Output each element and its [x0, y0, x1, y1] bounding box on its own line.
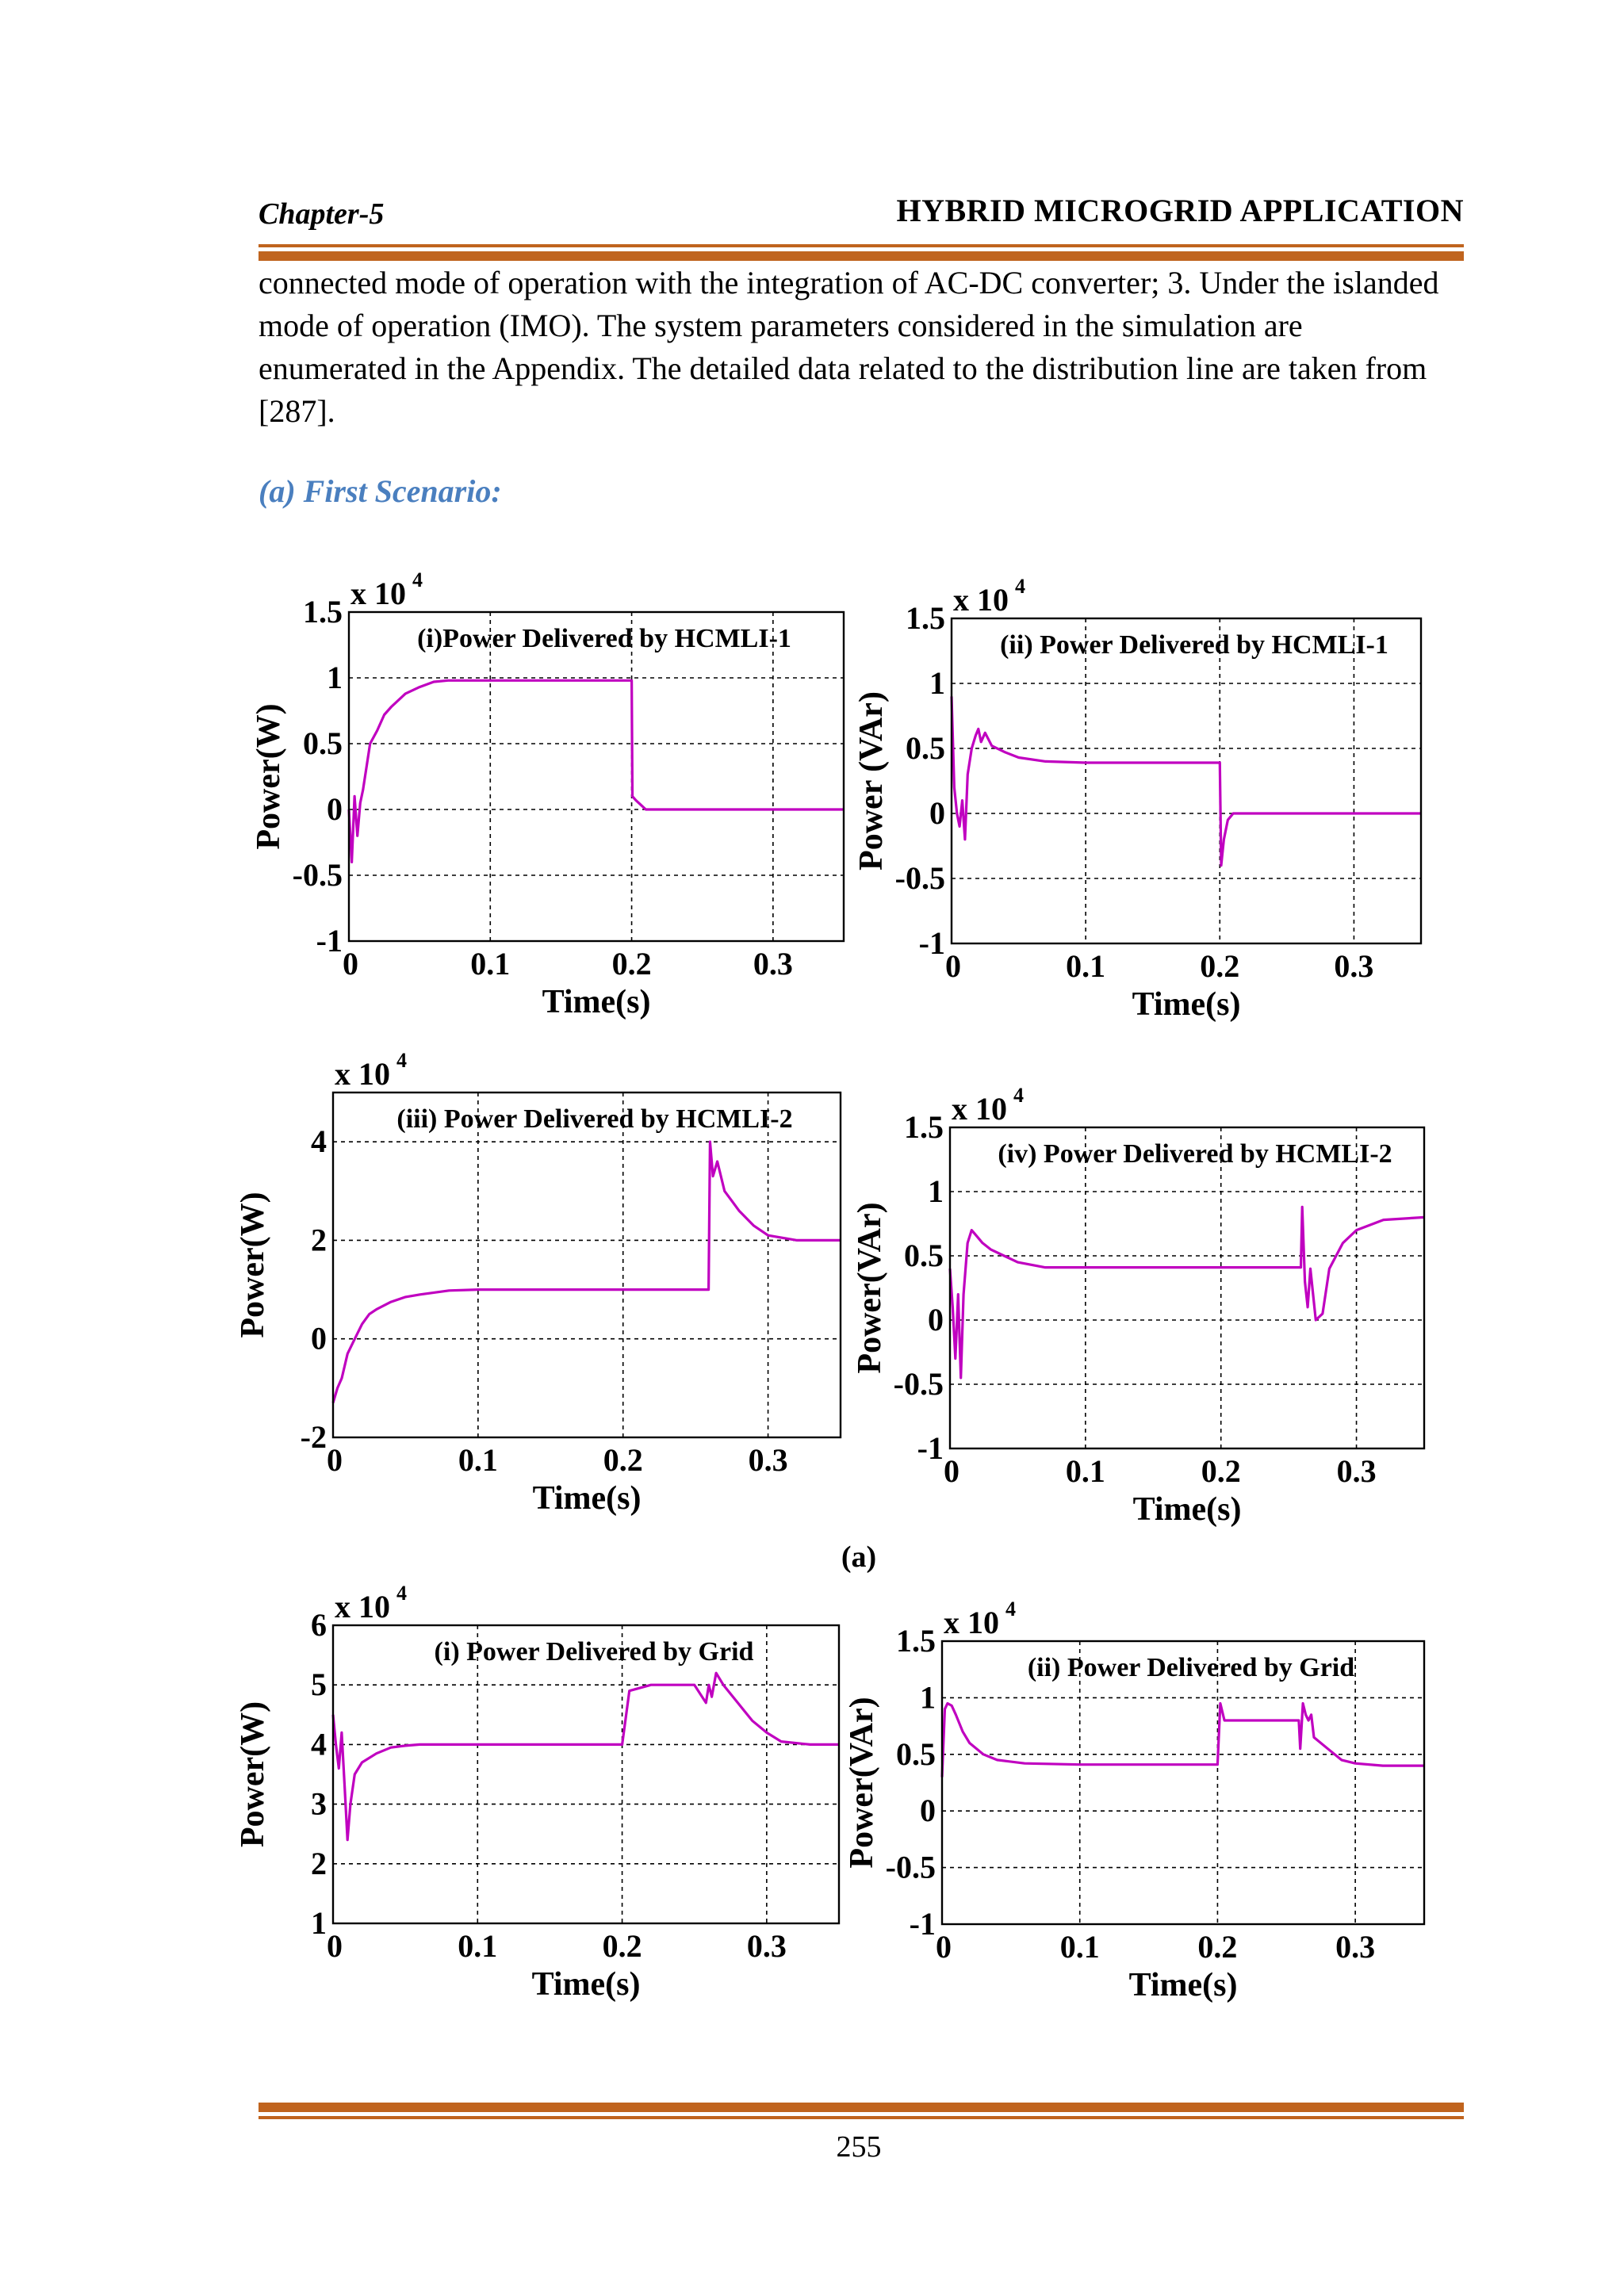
data-series-line — [349, 680, 844, 862]
y-tick-label: 1 — [929, 665, 945, 701]
y-tick-label: 1 — [327, 660, 343, 695]
chapter-label: Chapter-5 — [259, 197, 385, 231]
footer-rule — [259, 2103, 1464, 2119]
axis-multiplier-exponent: 4 — [396, 1582, 407, 1605]
paragraph-line: enumerated in the Appendix. The detailed data related to the distribution line are taken from — [259, 350, 1427, 386]
x-tick-label: 0.1 — [1059, 1929, 1100, 1965]
y-tick-label: -0.5 — [894, 860, 945, 896]
x-tick-label: 0.3 — [1336, 1453, 1377, 1489]
y-tick-label: 1 — [311, 1905, 327, 1941]
plot-frame — [950, 1127, 1424, 1448]
y-tick-label: 1 — [928, 1173, 944, 1209]
y-tick-label: 5 — [311, 1667, 327, 1703]
y-tick-label: 0 — [327, 791, 343, 827]
chart-hcmli2-active-power — [235, 1031, 872, 1554]
x-tick-label: 0.1 — [458, 1442, 498, 1478]
x-tick-label: 0.1 — [1066, 948, 1106, 984]
data-series-line — [333, 1142, 841, 1402]
y-tick-label: -1 — [918, 925, 945, 961]
x-tick-label: 0.1 — [1065, 1453, 1105, 1489]
chart-title: (ii) Power Delivered by Grid — [1027, 1653, 1355, 1682]
x-tick-label: 0.3 — [748, 1442, 788, 1478]
chart-title: (i)Power Delivered by HCMLI-1 — [417, 624, 791, 653]
x-tick-label: 0.1 — [458, 1928, 498, 1964]
chart-hcmli1-reactive-power — [853, 555, 1475, 1031]
x-tick-label: 0.3 — [1335, 1929, 1376, 1965]
x-axis-label: Time(s) — [542, 984, 651, 1020]
y-tick-label: -1 — [917, 1430, 944, 1466]
axis-multiplier-exponent: 4 — [396, 1049, 407, 1072]
plot-frame — [349, 612, 844, 941]
y-tick-label: 0 — [928, 1302, 944, 1337]
y-tick-label: 1.5 — [303, 594, 343, 629]
chart-grid-active-power — [235, 1578, 872, 2022]
x-axis-label: Time(s) — [531, 1966, 641, 2003]
axis-multiplier: x 10 — [335, 1056, 390, 1092]
data-series-line — [333, 1673, 839, 1840]
data-series-line — [942, 1704, 1424, 1777]
x-axis-label: Time(s) — [1132, 986, 1241, 1023]
x-tick-label: 0 — [343, 946, 358, 982]
y-tick-label: -0.5 — [292, 857, 343, 893]
x-tick-label: 0 — [944, 1453, 959, 1489]
chart-title: (iii) Power Delivered by HCMLI-2 — [396, 1104, 793, 1134]
y-tick-label: -0.5 — [885, 1849, 936, 1885]
axis-multiplier: x 10 — [350, 576, 406, 611]
y-tick-label: 1.5 — [904, 1109, 944, 1145]
paragraph-line: mode of operation (IMO). The system parameters considered in the simulation are — [259, 308, 1303, 343]
chapter-title: HYBRID MICROGRID APPLICATION — [896, 193, 1464, 228]
y-axis-label: Power(VAr) — [844, 1697, 880, 1869]
y-axis-label: Power(W) — [251, 703, 287, 850]
x-tick-label: 0.2 — [1200, 948, 1240, 984]
x-tick-label: 0.2 — [602, 1928, 642, 1964]
x-tick-label: 0.3 — [746, 1928, 787, 1964]
axis-multiplier-exponent: 4 — [1013, 1084, 1024, 1107]
axis-multiplier: x 10 — [952, 1091, 1007, 1127]
y-tick-label: 1.5 — [906, 600, 945, 636]
y-axis-label: Power (VAr) — [853, 691, 890, 871]
axis-multiplier: x 10 — [953, 582, 1009, 618]
y-tick-label: 0.5 — [906, 730, 945, 766]
y-tick-label: 4 — [311, 1123, 327, 1160]
x-axis-label: Time(s) — [532, 1480, 642, 1517]
x-tick-label: 0 — [945, 948, 961, 984]
x-tick-label: 0.2 — [1201, 1453, 1241, 1489]
chart-hcmli1-active-power — [251, 555, 872, 1031]
plot-frame — [952, 618, 1421, 943]
chart-title: (i) Power Delivered by Grid — [434, 1637, 754, 1667]
y-tick-label: -1 — [316, 923, 343, 959]
y-tick-label: 0.5 — [303, 725, 343, 761]
y-tick-label: 0 — [311, 1320, 327, 1357]
plot-frame — [333, 1625, 839, 1923]
x-tick-label: 0 — [327, 1928, 343, 1964]
y-axis-label: Power(VAr) — [852, 1202, 888, 1374]
y-tick-label: 0.5 — [904, 1238, 944, 1273]
chart-grid-reactive-power — [841, 1594, 1475, 2022]
plot-frame — [333, 1093, 841, 1437]
y-tick-label: 3 — [311, 1785, 327, 1822]
x-tick-label: 0.2 — [1197, 1929, 1238, 1965]
y-tick-label: 1 — [920, 1679, 936, 1716]
figure-caption: (a) — [841, 1540, 877, 1574]
axis-multiplier: x 10 — [944, 1605, 999, 1640]
x-tick-label: 0.1 — [470, 946, 511, 982]
data-series-line — [950, 1207, 1424, 1378]
axis-multiplier-exponent: 4 — [412, 568, 423, 591]
section-title: (a) First Scenario: — [259, 473, 502, 509]
x-tick-label: 0.3 — [1334, 948, 1374, 984]
page-number: 255 — [836, 2130, 882, 2164]
header-rule — [259, 244, 1464, 261]
y-tick-label: 2 — [311, 1845, 327, 1881]
y-tick-label: 0 — [920, 1793, 936, 1829]
y-tick-label: -0.5 — [893, 1366, 944, 1402]
chart-title: (ii) Power Delivered by HCMLI-1 — [1000, 630, 1388, 660]
y-tick-label: -2 — [300, 1419, 327, 1455]
chart-hcmli2-reactive-power — [852, 1062, 1475, 1554]
plot-frame — [942, 1641, 1424, 1924]
paragraph-line: [287]. — [259, 393, 335, 429]
axis-multiplier-exponent: 4 — [1005, 1598, 1016, 1621]
y-axis-label: Power(W) — [235, 1701, 271, 1848]
x-tick-label: 0 — [327, 1442, 343, 1478]
data-series-line — [952, 696, 1421, 865]
y-tick-label: 0 — [929, 795, 945, 831]
x-tick-label: 0.3 — [753, 946, 793, 982]
y-tick-label: -1 — [909, 1906, 936, 1942]
y-tick-label: 4 — [311, 1726, 327, 1762]
body-paragraph — [259, 262, 1464, 433]
y-tick-label: 0.5 — [896, 1735, 936, 1772]
y-axis-label: Power(W) — [235, 1192, 271, 1338]
paragraph-line: connected mode of operation with the integration of AC-DC converter; 3. Under the islanded — [259, 265, 1439, 300]
x-tick-label: 0 — [936, 1929, 952, 1965]
y-tick-label: 1.5 — [896, 1623, 936, 1659]
axis-multiplier-exponent: 4 — [1015, 575, 1025, 598]
x-axis-label: Time(s) — [1132, 1491, 1242, 1528]
x-tick-label: 0.2 — [611, 946, 652, 982]
axis-multiplier: x 10 — [335, 1589, 390, 1624]
x-axis-label: Time(s) — [1128, 1967, 1238, 2003]
x-tick-label: 0.2 — [603, 1442, 643, 1478]
chart-title: (iv) Power Delivered by HCMLI-2 — [998, 1139, 1392, 1169]
y-tick-label: 2 — [311, 1222, 327, 1258]
y-tick-label: 6 — [311, 1607, 327, 1643]
